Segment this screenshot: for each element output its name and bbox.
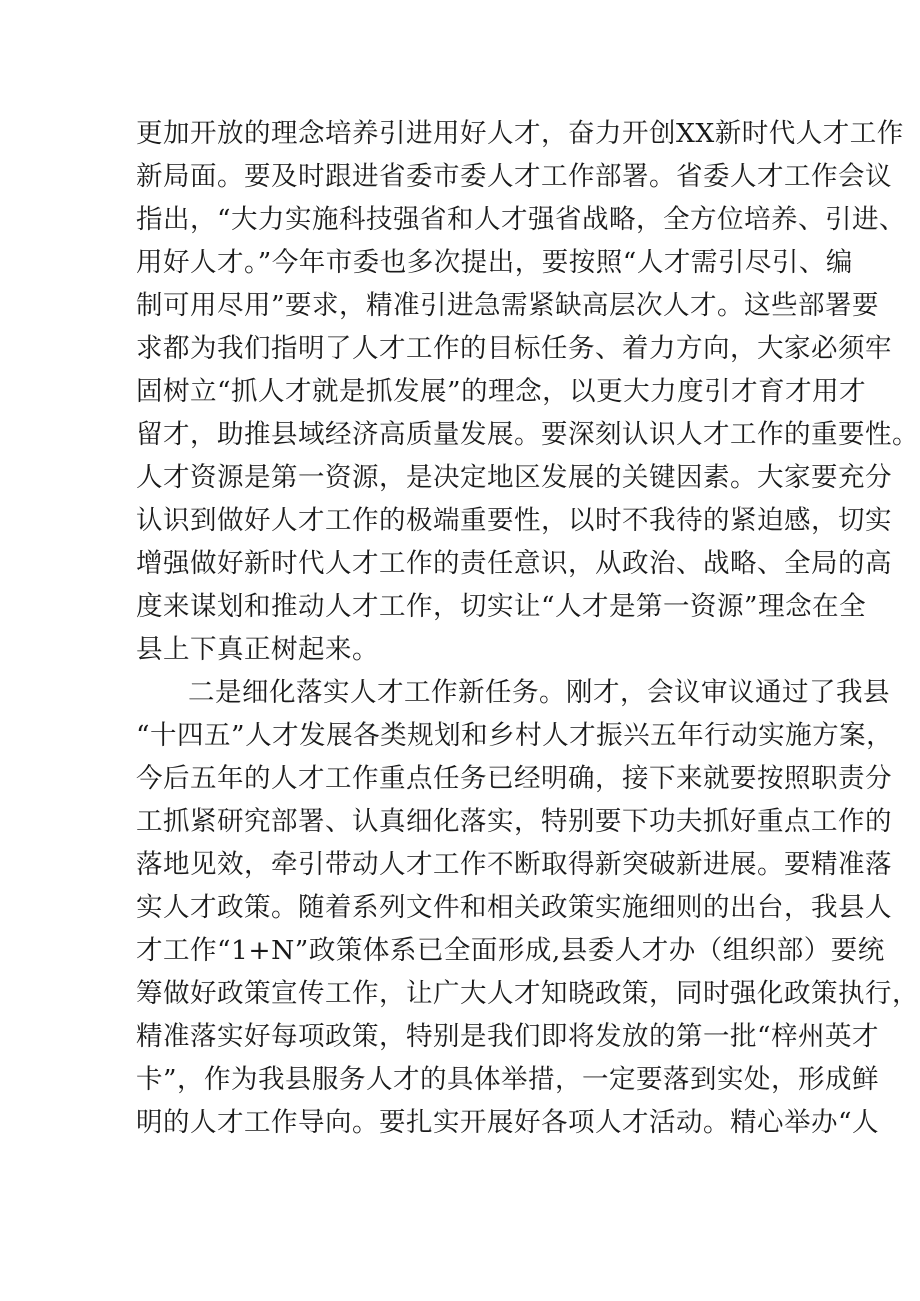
- text-line: 今后五年的人才工作重点任务已经明确，接下来就要按照职责分: [136, 763, 892, 794]
- text-line: 县上下真正树起来。: [136, 634, 379, 665]
- text-line: 才工作“1+N”政策体系已全面形成,县委人才办（组织部）要统: [136, 935, 885, 966]
- text-line: 筹做好政策宣传工作，让广大人才知晓政策，同时强化政策执行，: [136, 978, 919, 1009]
- text-line: 更加开放的理念培养引进用好人才，奋力开创XX新时代人才工作: [136, 118, 904, 149]
- text-line: 固树立“抓人才就是抓发展”的理念，以更大力度引才育才用才: [136, 376, 867, 407]
- text-line: 实人才政策。随着系列文件和相关政策实施细则的出台，我县人: [136, 892, 892, 923]
- text-line: 明的人才工作导向。要扎实开展好各项人才活动。精心举办“人: [136, 1107, 880, 1138]
- text-line: 认识到做好人才工作的极端重要性，以时不我待的紧迫感，切实: [136, 505, 892, 536]
- paragraph-start-line: 二是细化落实人才工作新任务。刚才，会议审议通过了我县: [188, 677, 890, 708]
- text-line: 增强做好新时代人才工作的责任意识，从政治、战略、全局的高: [136, 548, 892, 579]
- text-line: 工抓紧研究部署、认真细化落实，特别要下功夫抓好重点工作的: [136, 806, 892, 837]
- text-line: 制可用尽用”要求，精准引进急需紧缺高层次人才。这些部署要: [136, 290, 880, 321]
- text-line: 留才，助推县域经济高质量发展。要深刻认识人才工作的重要性。: [136, 419, 919, 450]
- text-line: “十四五”人才发展各类规划和乡村人才振兴五年行动实施方案，: [136, 720, 894, 751]
- text-line: 指出，“大力实施科技强省和人才强省战略，全方位培养、引进、: [136, 204, 907, 235]
- text-line: 用好人才。”今年市委也多次提出，要按照“人才需引尽引、编: [136, 247, 853, 278]
- text-line: 落地见效，牵引带动人才工作不断取得新突破新进展。要精准落: [136, 849, 892, 880]
- text-line: 度来谋划和推动人才工作，切实让“人才是第一资源”理念在全: [136, 591, 867, 622]
- text-line: 精准落实好每项政策，特别是我们即将发放的第一批“梓州英才: [136, 1021, 880, 1052]
- text-line: 人才资源是第一资源，是决定地区发展的关键因素。大家要充分: [136, 462, 892, 493]
- text-line: 求都为我们指明了人才工作的目标任务、着力方向，大家必须牢: [136, 333, 892, 364]
- text-line: 卡”，作为我县服务人才的具体举措，一定要落到实处，形成鲜: [136, 1064, 880, 1095]
- text-line: 新局面。要及时跟进省委市委人才工作部署。省委人才工作会议: [136, 161, 892, 192]
